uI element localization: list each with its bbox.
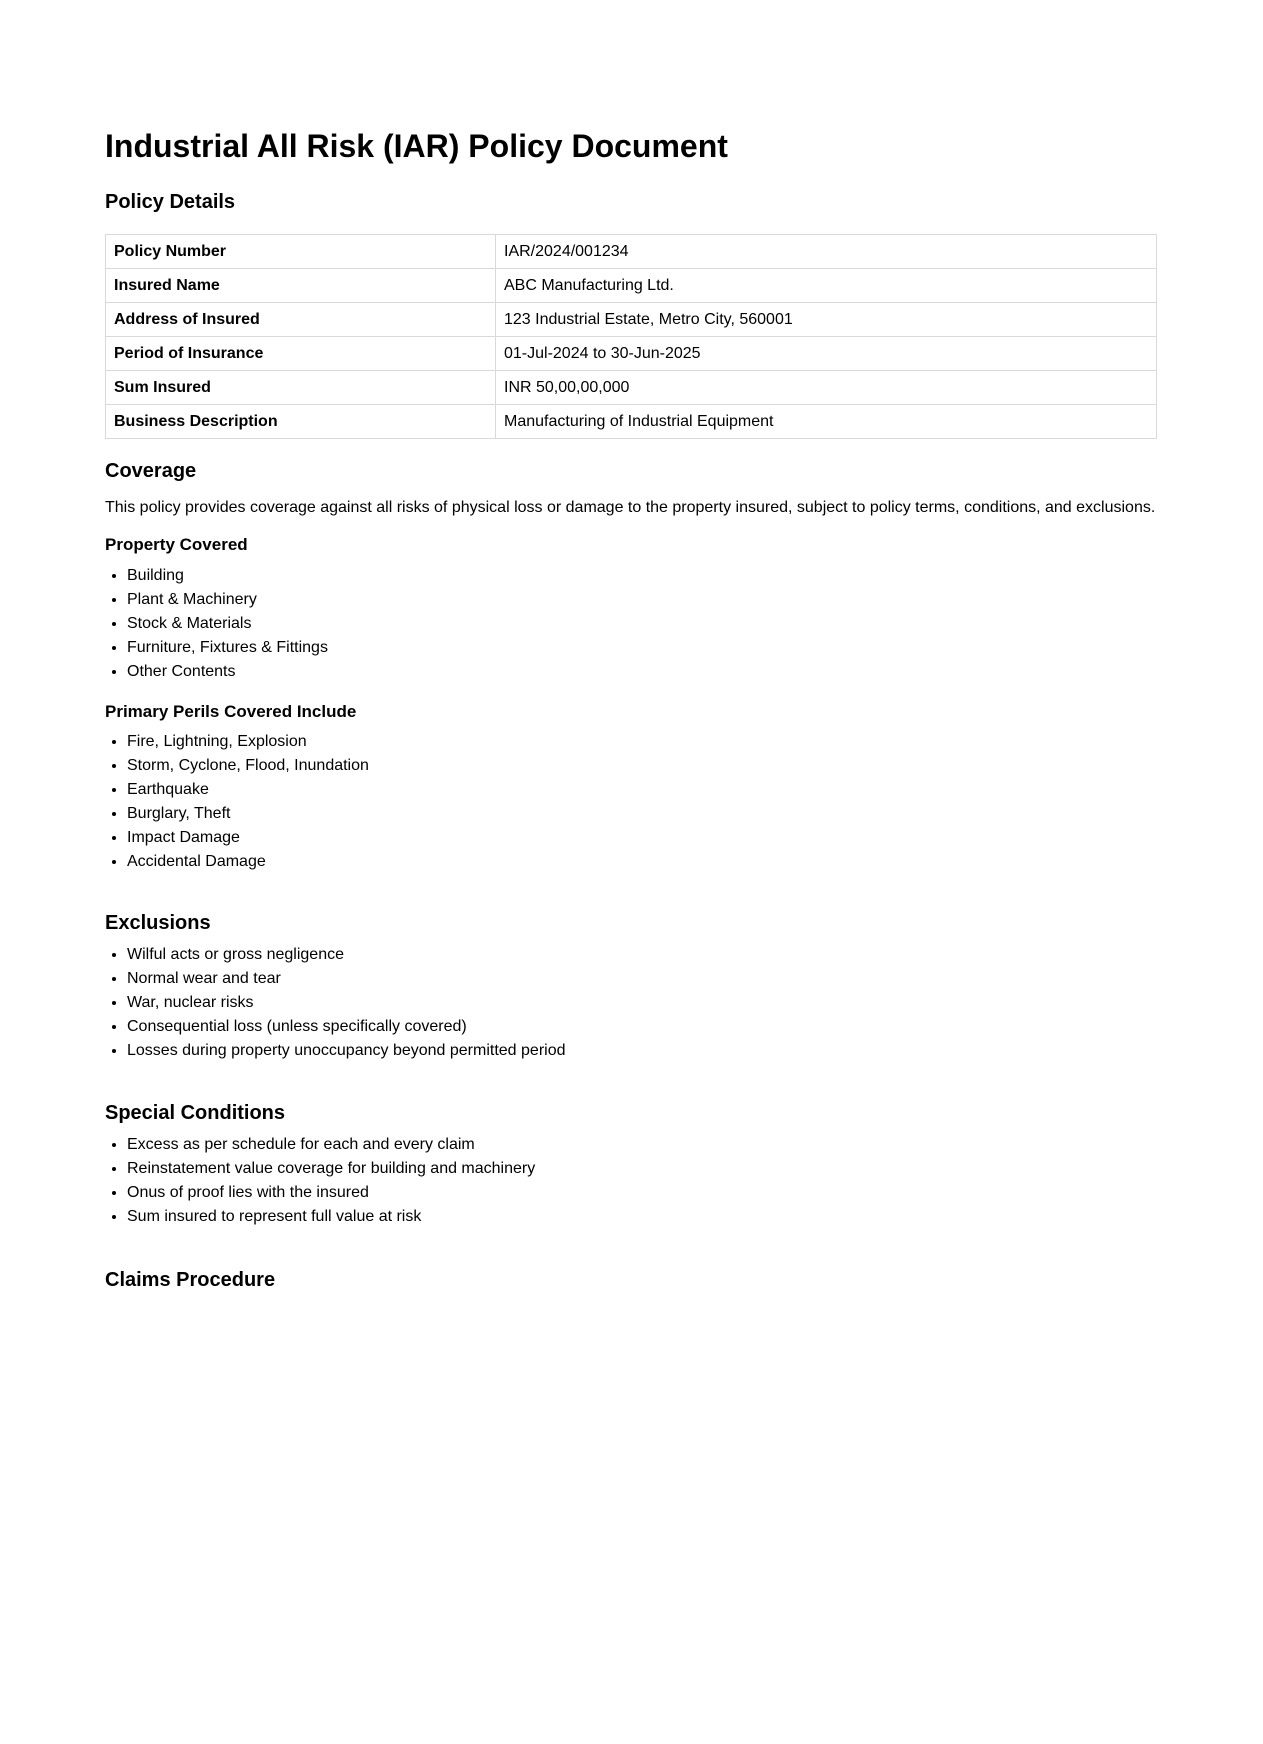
row-value: 01-Jul-2024 to 30-Jun-2025	[496, 337, 1157, 371]
coverage-heading: Coverage	[105, 460, 197, 482]
table-row	[106, 337, 1157, 371]
list-item: • Wilful acts or gross negligence	[127, 943, 1263, 967]
table-row	[106, 303, 1157, 337]
exclusions-list	[105, 943, 1263, 1063]
perils-covered-list	[105, 730, 1263, 874]
list-item: • Furniture, Fixtures & Fittings	[127, 636, 1263, 660]
coverage-description: This policy provides coverage against all risks of physical loss or damage to the property insured, subject to policy terms, conditions, and exclusions.	[105, 499, 1156, 516]
list-item: • Stock & Materials	[127, 612, 1263, 636]
exclusions-heading: Exclusions	[105, 912, 211, 934]
list-item: • Plant & Machinery	[127, 588, 1263, 612]
row-value: IAR/2024/001234	[496, 235, 1157, 269]
policy-details-table	[105, 234, 1157, 439]
row-value: INR 50,00,00,000	[496, 371, 1157, 405]
list-item: • Normal wear and tear	[127, 967, 1263, 991]
row-label: Policy Number	[106, 235, 496, 269]
table-row	[106, 269, 1157, 303]
claims-procedure-heading: Claims Procedure	[105, 1269, 276, 1291]
row-label: Sum Insured	[106, 371, 496, 405]
document-title: Industrial All Risk (IAR) Policy Document	[105, 128, 728, 164]
table-row	[106, 371, 1157, 405]
list-item: • Impact Damage	[127, 826, 1263, 850]
row-label: Period of Insurance	[106, 337, 496, 371]
property-covered-list	[105, 564, 1263, 684]
list-item: • Sum insured to represent full value at risk	[127, 1205, 1263, 1229]
table-row	[106, 405, 1157, 439]
special-conditions-heading: Special Conditions	[105, 1102, 286, 1124]
list-item: • Reinstatement value coverage for building and machinery	[127, 1157, 1263, 1181]
list-item: • Building	[127, 564, 1263, 588]
list-item: • Losses during property unoccupancy beyond permitted period	[127, 1039, 1263, 1063]
special-conditions-list	[105, 1133, 1263, 1229]
property-covered-heading: Property Covered	[105, 535, 248, 554]
list-item: • Excess as per schedule for each and every claim	[127, 1133, 1263, 1157]
list-item: • Storm, Cyclone, Flood, Inundation	[127, 754, 1263, 778]
list-item: • Consequential loss (unless specifically covered)	[127, 1015, 1263, 1039]
row-value: ABC Manufacturing Ltd.	[496, 269, 1157, 303]
policy-details-heading: Policy Details	[105, 191, 236, 213]
list-item: • Earthquake	[127, 778, 1263, 802]
list-item: • Accidental Damage	[127, 850, 1263, 874]
list-item: • Other Contents	[127, 660, 1263, 684]
list-item: • War, nuclear risks	[127, 991, 1263, 1015]
row-label: Insured Name	[106, 269, 496, 303]
table-row	[106, 235, 1157, 269]
row-label: Address of Insured	[106, 303, 496, 337]
row-value: 123 Industrial Estate, Metro City, 560001	[496, 303, 1157, 337]
list-item: • Burglary, Theft	[127, 802, 1263, 826]
list-item: • Onus of proof lies with the insured	[127, 1181, 1263, 1205]
row-label: Business Description	[106, 405, 496, 439]
list-item: • Fire, Lightning, Explosion	[127, 730, 1263, 754]
perils-covered-heading: Primary Perils Covered Include	[105, 702, 357, 721]
row-value: Manufacturing of Industrial Equipment	[496, 405, 1157, 439]
